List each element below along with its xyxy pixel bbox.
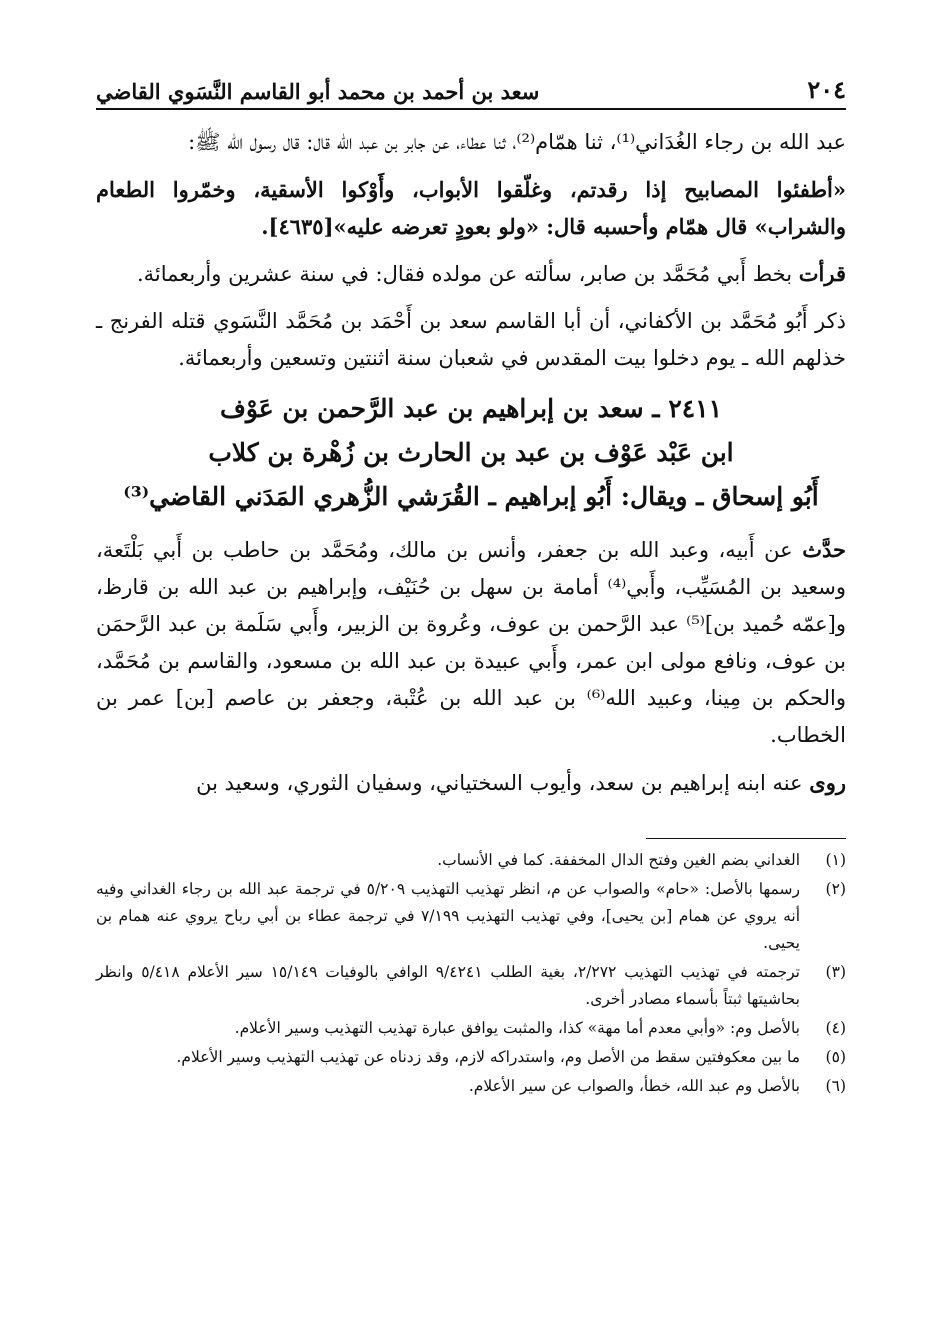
paragraph-lead-word: قرأت bbox=[798, 261, 846, 286]
footnotes bbox=[96, 847, 846, 1100]
footnote bbox=[96, 1073, 846, 1100]
footnote bbox=[96, 1044, 846, 1071]
footnote-text: ترجمته في تهذيب التهذيب ٢/٢٧٢، بغية الطلب ٩/٤٢٤١ الوافي بالوفيات ١٥/١٤٩ سير الأعلام ٥/٤١٨ وانظر بحاشيتها ثبتاً بأسماء مصادر أخرى. bbox=[96, 963, 800, 1008]
footnote-number: (١) bbox=[825, 851, 846, 869]
footnote bbox=[96, 876, 846, 957]
footnote-separator bbox=[646, 838, 846, 839]
paragraph-hadith: «أطفئوا المصابيح إذا رقدتم، وغلّقوا الأبواب، وأَوْكوا الأسقية، وخمّروا الطعام والشراب» قال همّام وأحسبه قال: «ولو بعودٍ تعرضه عليه»[٤٦٣٥]. bbox=[96, 177, 846, 239]
heading-line-3: أَبُو إسحاق ـ ويقال: أَبُو إبراهيم ـ القُرَشي الزُّهري المَدَني القاضي⁽³⁾ bbox=[123, 482, 819, 511]
footnote-text: بالأصل وم: «وأبي معدم أما مهة» كذا، والمثبت يوافق عبارة تهذيب التهذيب وسير الأعلام. bbox=[234, 1019, 800, 1037]
heading-line-1: ٢٤١١ ـ سعد بن إبراهيم بن عبد الرَّحمن بن عَوْف bbox=[219, 394, 723, 423]
heading-line-2: ابن عَبْد عَوْف بن عبد بن الحارث بن زُهْرة بن كلاب bbox=[208, 438, 734, 467]
footnote bbox=[96, 847, 846, 874]
biography-heading bbox=[96, 387, 846, 519]
footnote-text: ما بين معكوفتين سقط من الأصل وم، واستدراكه لازم، وقد زدناه عن تهذيب التهذيب وسير الأعلام. bbox=[176, 1048, 800, 1066]
running-title: سعد بن أحمد بن محمد أبو القاسم النَّسَوي القاضي bbox=[96, 79, 540, 104]
paragraph-lead-word: حدَّث bbox=[802, 537, 846, 562]
footnote-number: (٣) bbox=[825, 963, 846, 981]
page-header bbox=[96, 60, 846, 110]
paragraph-birth bbox=[96, 255, 846, 293]
footnote-number: (٤) bbox=[825, 1019, 846, 1037]
footnote-text: بالأصل وم عبد الله، خطأ، والصواب عن سير الأعلام. bbox=[468, 1077, 800, 1095]
paragraph-students bbox=[96, 764, 846, 802]
paragraph-teachers bbox=[96, 531, 846, 754]
footnote bbox=[96, 959, 846, 1013]
footnote-number: (٢) bbox=[825, 880, 846, 898]
paragraph-isnad: عبد الله بن رجاء الغُدَاني⁽¹⁾، ثنا همّام⁽²⁾، ثنا عطاء، عن جابر بن عبد الله قال: قال رسول الله ﷺ: bbox=[188, 130, 846, 154]
footnote bbox=[96, 1015, 846, 1042]
paragraph-text: بخط أَبي مُحَمَّد بن صابر، سألته عن مولده فقال: في سنة عشرين وأربعمائة. bbox=[136, 262, 799, 286]
main-text bbox=[96, 124, 846, 802]
paragraph-text: عنه ابنه إبراهيم بن سعد، وأيوب السختياني، وسفيان الثوري، وسعيد بن bbox=[196, 771, 810, 795]
paragraph-death: ذكر أَبُو مُحَمَّد بن الأكفاني، أن أبا القاسم سعد بن أَحْمَد بن مُحَمَّد النَّسَوي قتله الفرنج ـ خذلهم الله ـ يوم دخلوا بيت المقدس في شعبان سنة اثنتين وتسعين وأربعمائة. bbox=[96, 309, 846, 370]
footnote-text: الغداني بضم الغين وفتح الدال المخففة. كما في الأنساب. bbox=[437, 851, 800, 869]
footnote-number: (٦) bbox=[825, 1077, 846, 1095]
paragraph-text: عن أَبيه، وعبد الله بن جعفر، وأنس بن مالك، ومُحَمَّد بن حاطب بن أَبي بَلْتَعة، وسعيد بن المُسَيِّب، وأَبي⁽⁴⁾ أمامة بن سهل بن حُنَيْف، وإبراهيم بن عبد الله بن قارظ، و[عمّه حُميد بن]⁽⁵⁾ عبد الرَّحمن بن عوف، وعُروة بن الزبير، وأَبي سَلَمة بن عبد الرَّحمَن بن عوف، ونافع مولى ابن عمر، وأَبي عبيدة بن عبد الله بن مسعود، والقاسم بن مُحَمَّد، والحكم بن مِينا، وعبيد الله⁽⁶⁾ بن عبد الله بن عُتْبة، وجعفر بن عاصم [بن] عمر بن الخطاب. bbox=[96, 538, 847, 747]
footnote-number: (٥) bbox=[825, 1048, 846, 1066]
page-number: ٢٠٤ bbox=[807, 75, 846, 104]
paragraph-lead-word: روى bbox=[809, 770, 846, 795]
footnote-text: رسمها بالأصل: «حام» والصواب عن م، انظر تهذيب التهذيب ٥/٢٠٩ في ترجمة عبد الله بن رجاء الغداني وفيه أنه يروي عن همام [بن يحيى]، وفي تهذيب التهذيب ٧/١٩٩ في ترجمة عطاء بن أبي رباح يروي عنه همام بن يحيى. bbox=[96, 880, 800, 952]
